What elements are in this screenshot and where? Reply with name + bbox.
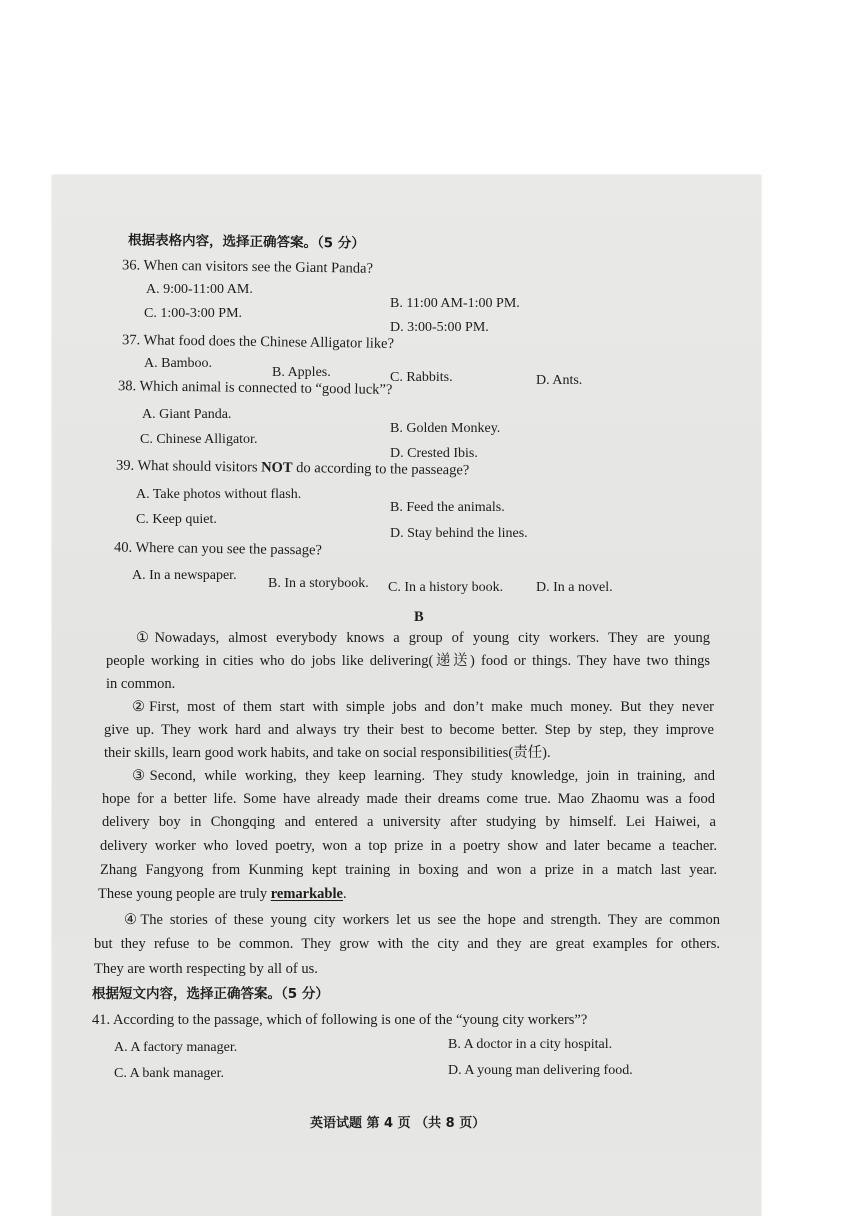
passage-p2-line-1: ②First, most of them start with simple jobs and don’t make much money. But they never: [132, 699, 714, 715]
passage-p4-line-2: but they refuse to be common. They grow with the city and they are great examples for others.: [94, 936, 720, 952]
q37-option-c: C. Rabbits.: [390, 370, 453, 385]
passage-p1-line-2: people working in cities who do jobs like delivering(递送) food or things. They have two things: [106, 653, 710, 669]
passage-p1-line-1: ①Nowadays, almost everybody knows a group of young city workers. They are young: [136, 630, 710, 646]
q36-option-c: C. 1:00-3:00 PM.: [144, 306, 243, 321]
section-b-heading: B: [414, 609, 424, 625]
question-41: 41. According to the passage, which of following is one of the “young city workers”?: [92, 1012, 588, 1028]
passage-p4-line-3: They are worth respecting by all of us.: [94, 961, 318, 977]
q38-option-a: A. Giant Panda.: [142, 407, 232, 422]
question-40: 40. Where can you see the passage?: [113, 539, 322, 559]
instruction-passage: 根据短文内容，选择正确答案。（5 分）: [92, 986, 329, 1002]
q38-option-b: B. Golden Monkey.: [390, 421, 501, 436]
q40-option-d: D. In a novel.: [536, 580, 613, 595]
passage-p3-line-3: delivery boy in Chongqing and entered a university after studying by himself. Lei Haiwei, a: [102, 814, 716, 830]
remarkable-word: remarkable: [270, 886, 343, 902]
q37-option-b: B. Apples.: [272, 365, 331, 380]
question-39: 39. What should visitors NOT do according to the passeage?: [115, 457, 470, 479]
passage-p3-line-1: ③Second, while working, they keep learning. They study knowledge, join in training, and: [132, 768, 715, 784]
passage-p3-line-6: These young people are truly remarkable.: [98, 886, 347, 902]
q38-option-d: D. Crested Ibis.: [390, 446, 478, 461]
passage-p2-line-3: their skills, learn good work habits, and take on social responsibilities(责任).: [104, 745, 551, 761]
passage-p2-line-2: give up. They work hard and always try their best to become better. Step by step, they improve: [104, 722, 714, 738]
q39-option-c: C. Keep quiet.: [136, 512, 217, 527]
passage-p4-line-1: ④The stories of these young city workers let us see the hope and strength. They are common: [124, 912, 720, 928]
instruction-table: 根据表格内容，选择正确答案。（5 分）: [127, 232, 365, 252]
question-37: 37. What food does the Chinese Alligator like?: [121, 332, 395, 352]
passage-p3-line-5: Zhang Fangyong from Kunming kept training in boxing and won a prize in a match last year.: [100, 862, 717, 878]
q41-option-d: D. A young man delivering food.: [448, 1063, 633, 1078]
q39-option-a: A. Take photos without flash.: [136, 487, 302, 502]
q40-option-b: B. In a storybook.: [268, 576, 369, 591]
passage-p1-line-3: in common.: [106, 676, 176, 692]
question-36: 36. When can visitors see the Giant Panda?: [121, 257, 374, 277]
q41-option-b: B. A doctor in a city hospital.: [448, 1037, 613, 1052]
q39-option-d: D. Stay behind the lines.: [390, 526, 528, 541]
q36-option-a: A. 9:00-11:00 AM.: [146, 282, 253, 297]
q38-option-c: C. Chinese Alligator.: [140, 432, 258, 447]
passage-p3-line-2: hope for a better life. Some have already made their dreams come true. Mao Zhaomu was a food: [102, 791, 715, 807]
q37-option-d: D. Ants.: [536, 373, 583, 388]
question-38: 38. Which animal is connected to “good luck”?: [117, 378, 393, 398]
q41-option-a: A. A factory manager.: [114, 1040, 238, 1055]
passage-p3-line-4: delivery worker who loved poetry, won a top prize in a poetry show and later became a teacher.: [100, 838, 717, 854]
q39-option-b: B. Feed the animals.: [390, 500, 505, 515]
q36-option-d: D. 3:00-5:00 PM.: [390, 320, 489, 335]
q41-option-c: C. A bank manager.: [114, 1066, 225, 1081]
q40-option-c: C. In a history book.: [388, 580, 504, 595]
page-footer: 英语试题 第 4 页 （共 8 页）: [310, 1116, 486, 1131]
q37-option-a: A. Bamboo.: [144, 356, 213, 371]
q36-option-b: B. 11:00 AM-1:00 PM.: [390, 296, 520, 311]
q40-option-a: A. In a newspaper.: [132, 568, 237, 583]
exam-page: [52, 175, 761, 1216]
